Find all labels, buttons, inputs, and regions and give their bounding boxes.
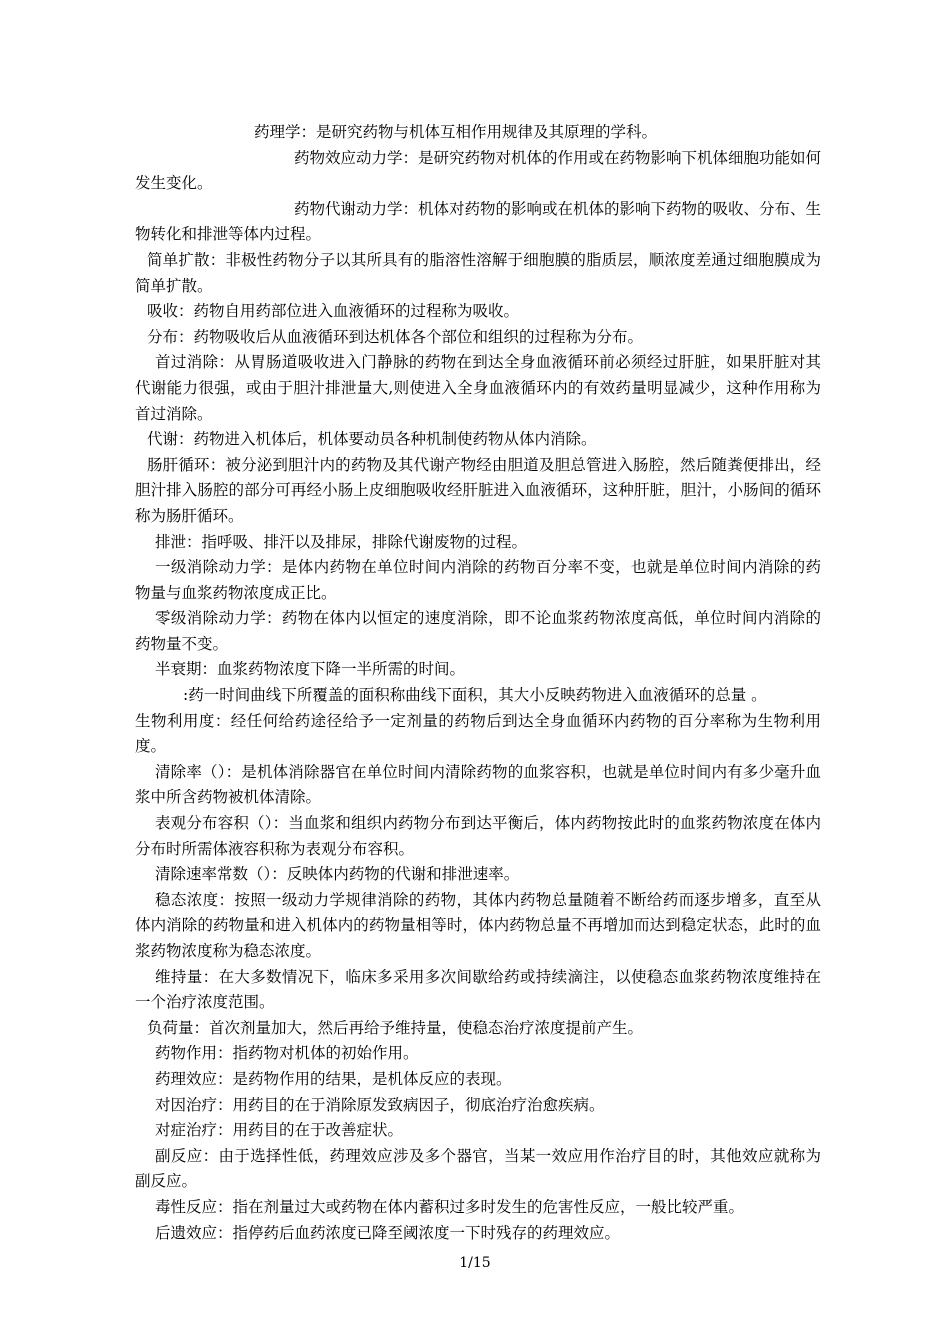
- paragraph-clearance: 清除率（）：是机体消除器官在单位时间内清除药物的血浆容积，也就是单位时间内有多少毫升血浆中所含药物被机体清除。: [135, 762, 821, 807]
- paragraph-maintenance-dose: 维持量：在大多数情况下，临床多采用多次间歇给药或持续滴注，以使稳态血浆药物浓度维持在一个治疗浓度范围。: [135, 967, 821, 1012]
- paragraph-symptomatic-treatment: 对症治疗：用药目的在于改善症状。: [155, 1121, 404, 1140]
- paragraph-side-effect: 副反应：由于选择性低，药理效应涉及多个器官，当某一效应用作治疗目的时，其他效应就称为副反应。: [135, 1146, 821, 1191]
- paragraph-loading-dose: 负荷量：首次剂量加大，然后再给予维持量，使稳态治疗浓度提前产生。: [147, 1018, 644, 1037]
- paragraph-etiological-treatment: 对因治疗：用药目的在于消除原发致病因子，彻底治疗治愈疾病。: [155, 1095, 605, 1114]
- paragraph-first-pass: 首过消除：从胃肠道吸收进入门静脉的药物在到达全身血液循环前必须经过肝脏，如果肝脏对其代谢能力很强，或由于胆汁排泄量大,则使进入全身血液循环内的有效药量明显减少，这种作用称为首过消除。: [135, 353, 821, 423]
- paragraph-absorption: 吸收：药物自用药部位进入血液循环的过程称为吸收。: [147, 302, 520, 321]
- paragraph-first-order: 一级消除动力学：是体内药物在单位时间内消除的药物百分率不变，也就是单位时间内消除的药物量与血浆药物浓度成正比。: [135, 558, 821, 602]
- paragraph-steady-state: 稳态浓度：按照一级动力学规律消除的药物，其体内药物总量随着不断给药而逐步增多，直至从体内消除的药物量和进入机体内的药物量相等时，体内药物总量不再增加而达到稳定状态，此时的血浆药物浓度称为稳态浓度。: [135, 890, 821, 960]
- paragraph-metabolism: 代谢：药物进入机体后，机体要动员各种机制使药物从体内消除。: [147, 430, 597, 449]
- paragraph-pharmacokinetics: 药物代谢动力学：机体对药物的影响或在机体的影响下药物的吸收、分布、生物转化和排泄等体内过程。: [135, 199, 822, 244]
- paragraph-bioavailability: 生物利用度：经任何给药途径给予一定剂量的药物后到达全身血循环内药物的百分率称为生物利用度。: [135, 711, 821, 756]
- paragraph-volume-distribution: 表观分布容积（）：当血浆和组织内药物分布到达平衡后，体内药物按此时的血浆药物浓度在体内分布时所需体液容积称为表观分布容积。: [135, 814, 821, 858]
- paragraph-elimination-rate: 清除速率常数（）：反映体内药物的代谢和排泄速率。: [155, 865, 520, 884]
- paragraph-drug-action: 药物作用：指药物对机体的初始作用。: [155, 1044, 419, 1063]
- paragraph-enterohepatic: 肠肝循环：被分泌到胆汁内的药物及其代谢产物经由胆道及胆总管进入肠腔，然后随粪便排出，经胆汁排入肠腔的部分可再经小肠上皮细胞吸收经肝脏进入血液循环，这种肝脏，胆汁，小肠间的循环称为肠肝循环。: [135, 455, 821, 525]
- paragraph-pharmacodynamics: 药物效应动力学：是研究药物对机体的作用或在药物影响下机体细胞功能如何发生变化。: [135, 148, 822, 193]
- paragraph-zero-order: 零级消除动力学：药物在体内以恒定的速度消除，即不论血浆药物浓度高低，单位时间内消除的药物量不变。: [135, 609, 821, 653]
- paragraph-half-life: 半衰期：血浆药物浓度下降一半所需的时间。: [155, 660, 466, 679]
- paragraph-pharmacological-effect: 药理效应：是药物作用的结果，是机体反应的表现。: [155, 1069, 512, 1088]
- page-number: 1/15: [459, 1255, 491, 1271]
- paragraph-pharmacology: 药理学：是研究药物与机体互相作用规律及其原理的学科。: [254, 123, 658, 141]
- paragraph-excretion: 排泄：指呼吸、排汗以及排尿，排除代谢废物的过程。: [155, 532, 528, 551]
- paragraph-residual-effect: 后遗效应：指停药后血药浓度已降至阈浓度一下时残存的药理效应。: [155, 1223, 621, 1242]
- document-body: [135, 120, 821, 1246]
- paragraph-auc: :药一时间曲线下所覆盖的面积称曲线下面积，其大小反映药物进入血液循环的总量 。: [183, 686, 767, 705]
- paragraph-toxic-reaction: 毒性反应：指在剂量过大或药物在体内蓄积过多时发生的危害性反应，一般比较严重。: [155, 1197, 745, 1216]
- paragraph-simple-diffusion: 简单扩散：非极性药物分子以其所具有的脂溶性溶解于细胞膜的脂质层，顺浓度差通过细胞膜成为简单扩散。: [135, 250, 821, 295]
- paragraph-distribution: 分布：药物吸收后从血液循环到达机体各个部位和组织的过程称为分布。: [147, 327, 644, 346]
